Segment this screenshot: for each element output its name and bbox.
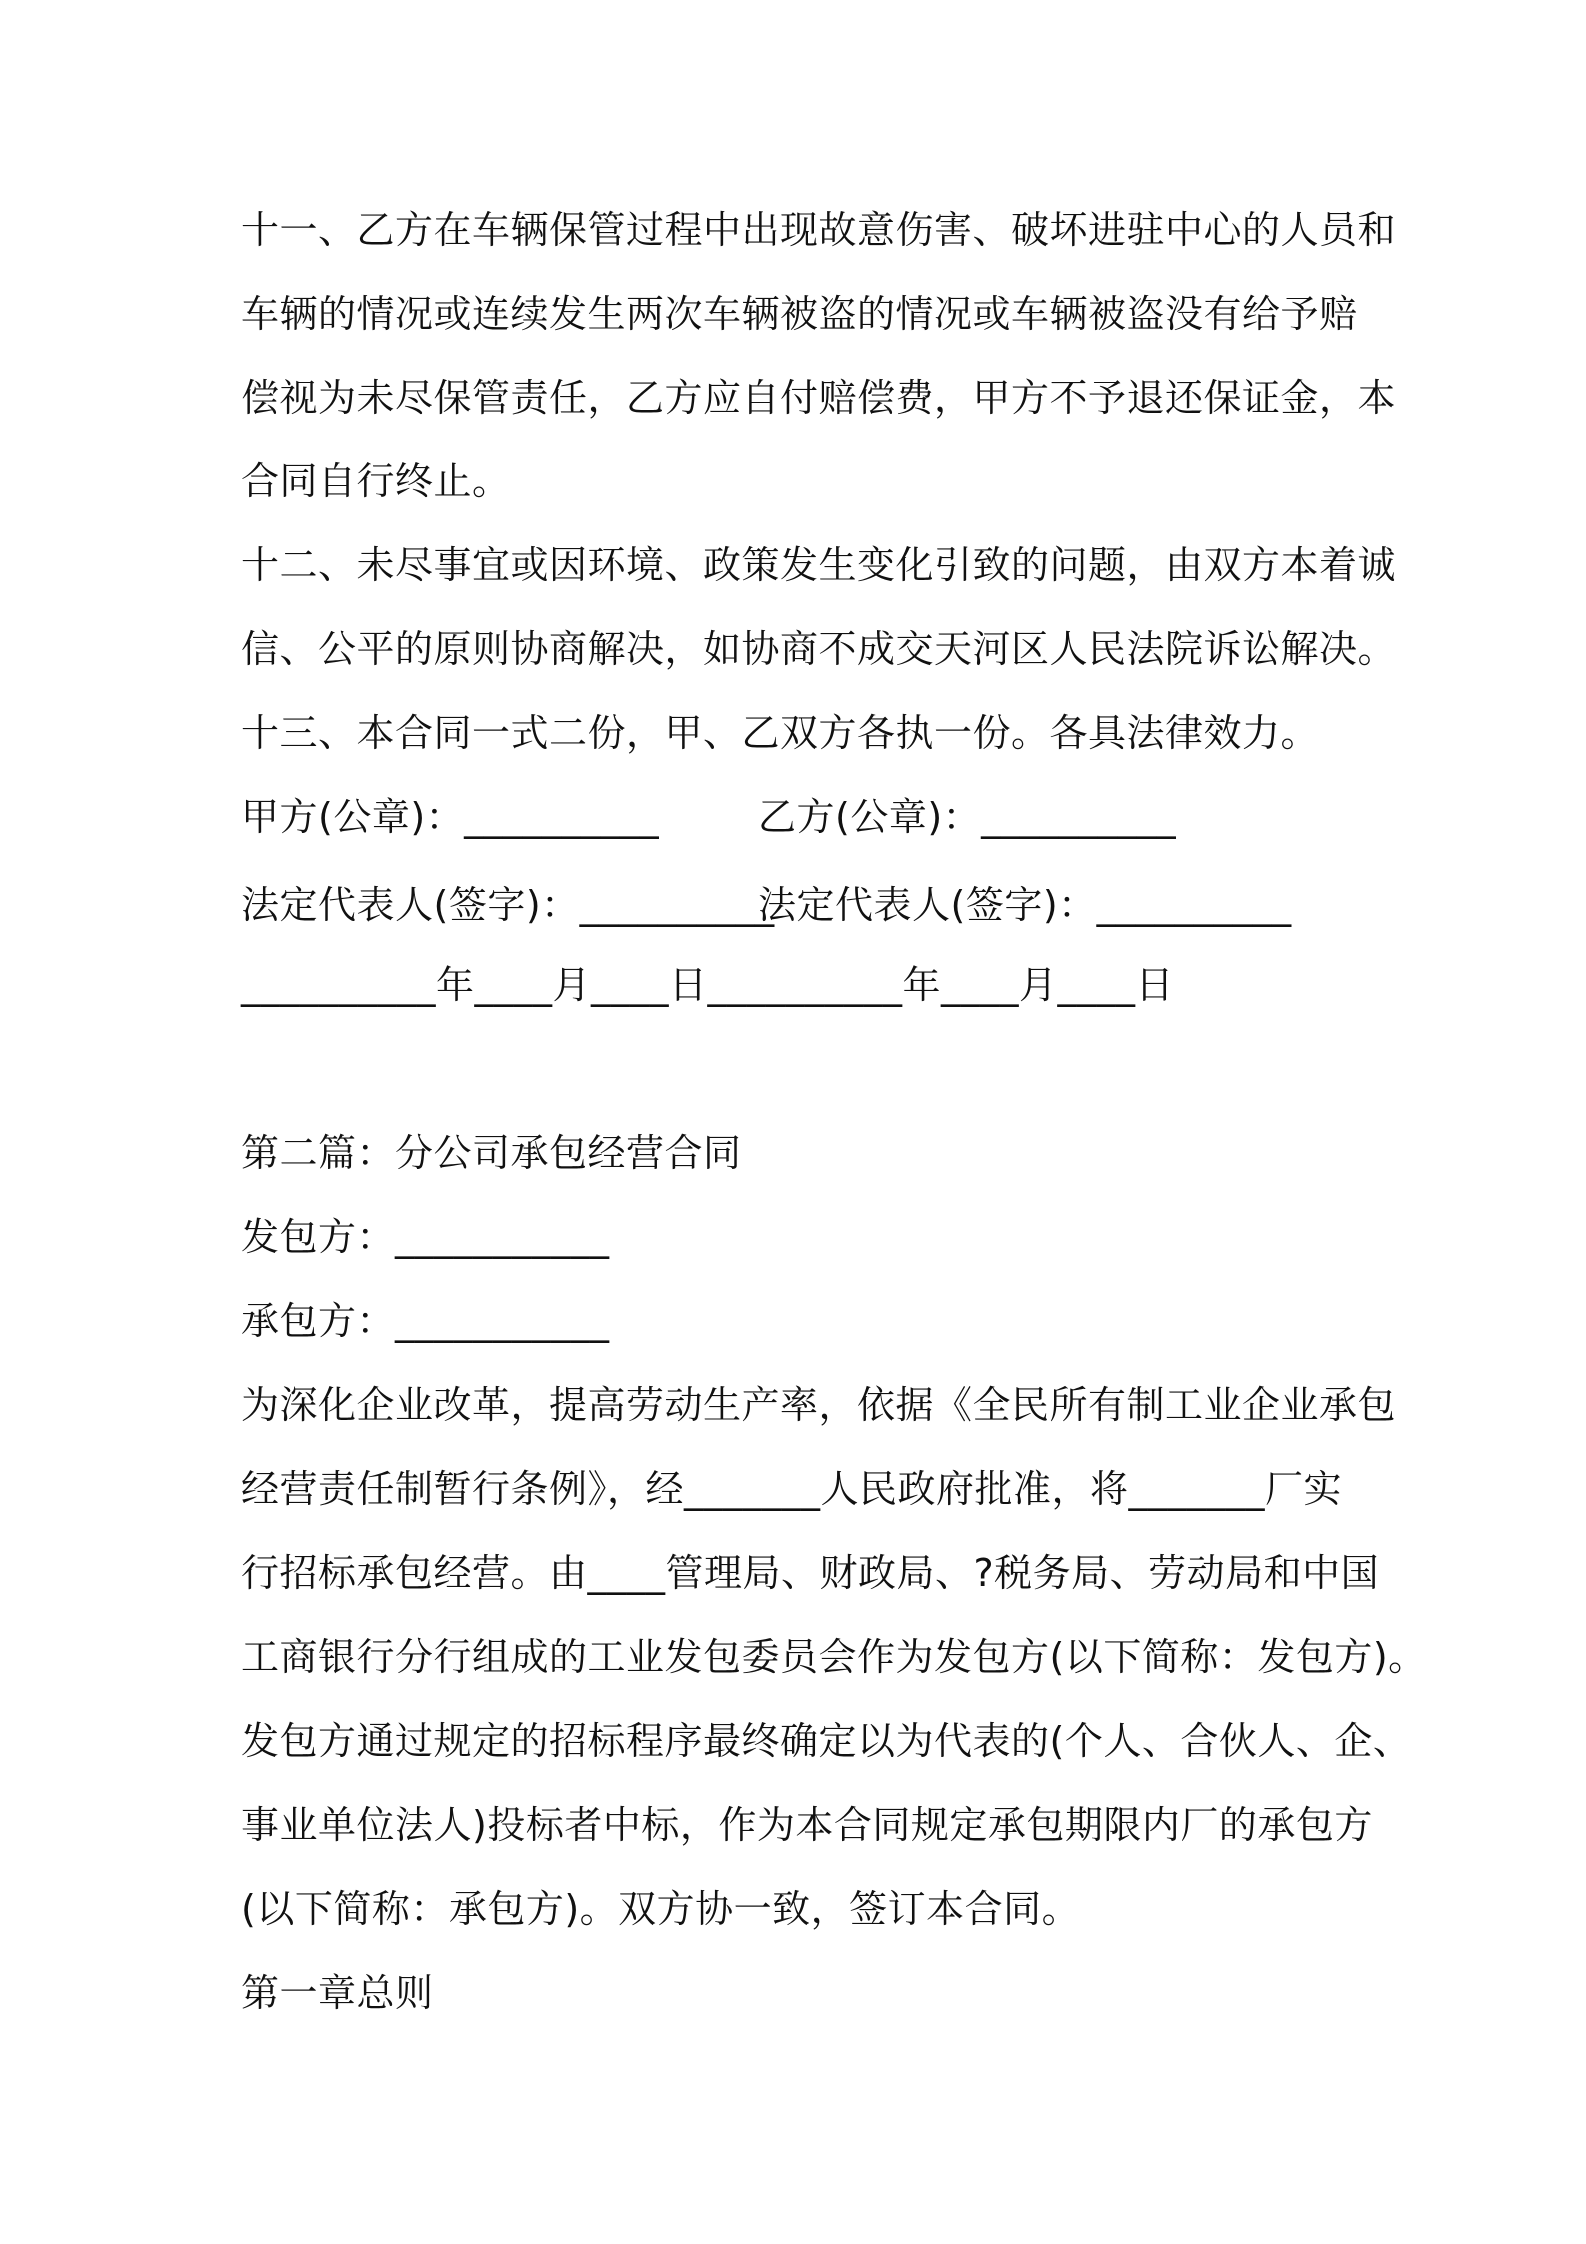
party-b-seal-field: 乙方(公章)：__________ (758, 795, 1177, 839)
party-a-rep-field: 法定代表人(签字)：__________ (241, 883, 775, 927)
contractor-field: 承包方：___________ (241, 1299, 610, 1343)
party-b-rep-field: 法定代表人(签字)：__________ (758, 883, 1292, 927)
date-line: __________年____月____日__________年____月____日 (241, 963, 1175, 1007)
preamble-line-6: 事业单位法人)投标者中标，作为本合同规定承包期限内厂的承包方 (241, 1803, 1373, 1847)
clause-11-line-3: 偿视为未尽保管责任，乙方应自付赔偿费，甲方不予退还保证金，本 (241, 376, 1397, 420)
clause-12-line-2: 信、公平的原则协商解决，如协商不成交天河区人民法院诉讼解决。 (241, 627, 1397, 671)
clause-11-line-2: 车辆的情况或连续发生两次车辆被盗的情况或车辆被盗没有给予赔 (241, 292, 1358, 336)
preamble-line-7: (以下简称：承包方)。双方协一致，签订本合同。 (241, 1887, 1081, 1931)
clause-11-line-4: 合同自行终止。 (241, 459, 511, 503)
preamble-line-1: 为深化企业改革，提高劳动生产率，依据《全民所有制工业企业承包 (241, 1383, 1397, 1427)
section-two-title: 第二篇：分公司承包经营合同 (241, 1131, 742, 1175)
party-a-seal-field: 甲方(公章)：__________ (241, 795, 660, 839)
issuer-field: 发包方：___________ (241, 1215, 610, 1259)
clause-13: 十三、本合同一式二份，甲、乙双方各执一份。各具法律效力。 (241, 711, 1320, 755)
preamble-line-2: 经营责任制暂行条例》，经_______人民政府批准，将_______厂实 (241, 1467, 1343, 1511)
clause-12-line-1: 十二、未尽事宜或因环境、政策发生变化引致的问题，由双方本着诚 (241, 543, 1397, 587)
preamble-line-3: 行招标承包经营。由____管理局、财政局、?税务局、劳动局和中国 (241, 1551, 1380, 1595)
preamble-line-4: 工商银行分行组成的工业发包委员会作为发包方(以下简称：发包方)。 (241, 1635, 1427, 1679)
preamble-line-5: 发包方通过规定的招标程序最终确定以为代表的(个人、合伙人、企、 (241, 1719, 1412, 1763)
clause-11-line-1: 十一、乙方在车辆保管过程中出现故意伤害、破坏进驻中心的人员和 (241, 208, 1397, 252)
chapter-one-heading: 第一章总则 (241, 1971, 434, 2015)
